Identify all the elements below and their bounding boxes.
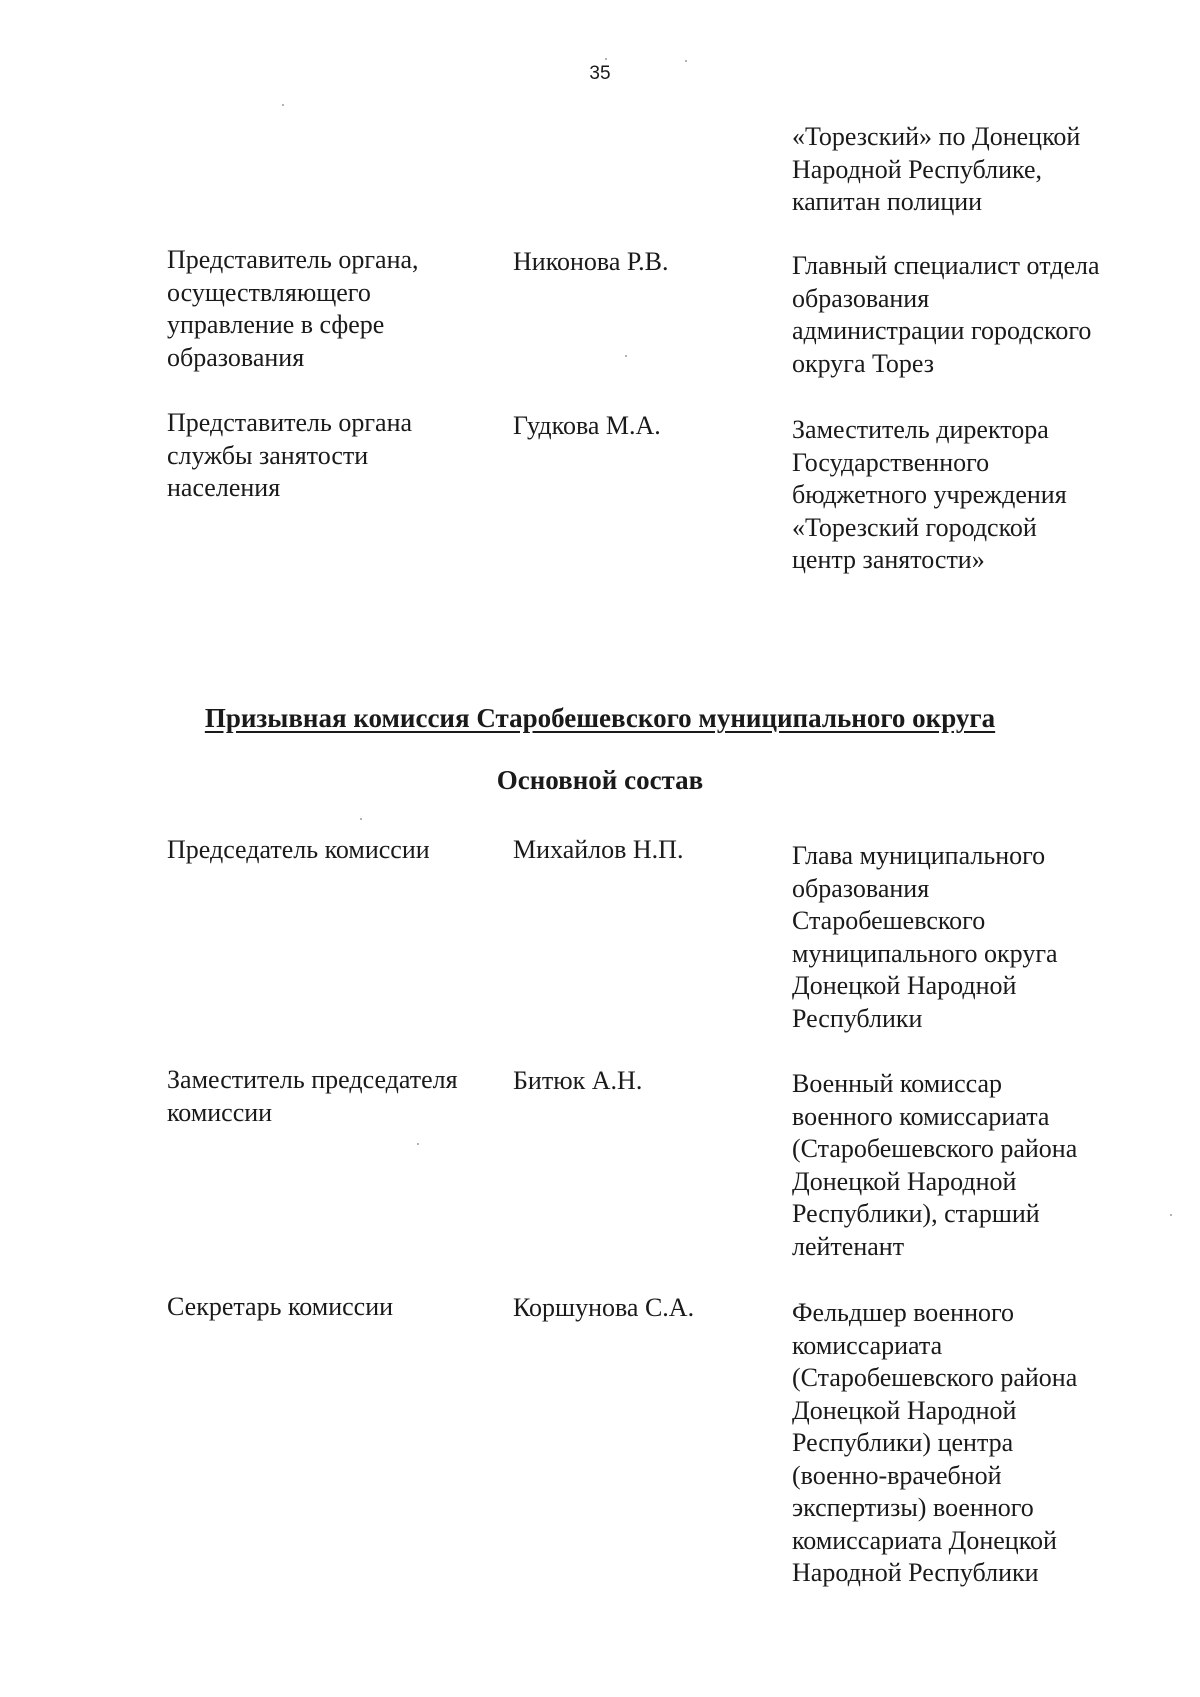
member-name	[513, 834, 683, 867]
position-line: «Торезский городской	[792, 512, 1037, 542]
role-line: службы занятости	[167, 440, 369, 470]
position-line: Заместитель директора	[792, 415, 1049, 444]
scan-speck	[360, 818, 362, 820]
continued-position	[792, 121, 1080, 219]
role-line: Представитель органа,	[167, 245, 419, 274]
position-line: образования	[792, 873, 930, 903]
name-line: Коршунова С.А.	[513, 1293, 695, 1322]
role-line: управление в сфере	[167, 310, 385, 339]
position-line: Республики	[792, 1003, 923, 1033]
member-position	[792, 414, 1067, 577]
position-line: Донецкой Народной	[792, 1395, 1017, 1425]
position-line: Народной Республики	[792, 1558, 1039, 1587]
scan-speck	[605, 58, 607, 60]
position-line: Глава муниципального	[792, 841, 1046, 870]
position-line: (военно-врачебной	[792, 1460, 1002, 1490]
position-line: образования	[792, 283, 930, 313]
position-line: «Торезский» по Донецкой	[792, 122, 1081, 151]
member-name	[513, 410, 661, 443]
member-role	[167, 834, 430, 867]
scan-speck	[685, 60, 687, 62]
role-line: образования	[167, 342, 305, 372]
name-line: Битюк А.Н.	[513, 1066, 643, 1095]
position-line: капитан полиции	[792, 187, 983, 216]
position-line: Народной Республике,	[792, 154, 1043, 184]
position-line: Донецкой Народной	[792, 971, 1017, 1000]
position-line: (Старобешевского района	[792, 1134, 1078, 1163]
position-line: бюджетного учреждения	[792, 480, 1067, 509]
position-line: Республики), старший	[792, 1199, 1040, 1228]
member-position	[792, 250, 1100, 380]
position-line: Главный специалист отдела	[792, 251, 1100, 280]
position-line: лейтенант	[792, 1231, 905, 1261]
position-line: Старобешевского	[792, 906, 986, 935]
commission-title: Призывная комиссия Старобешевского муниципального округа	[204, 703, 996, 733]
scan-speck	[417, 1143, 419, 1145]
role-line: населения	[167, 473, 281, 502]
position-line: Донецкой Народной	[792, 1166, 1017, 1196]
member-role	[167, 244, 419, 374]
member-position	[792, 1068, 1077, 1263]
position-line: Фельдшер военного	[792, 1298, 1015, 1327]
position-line: администрации городского	[792, 316, 1092, 345]
section-title: Основной состав	[496, 765, 704, 795]
member-position	[792, 840, 1058, 1035]
position-line: (Старобешевского района	[792, 1363, 1078, 1392]
scan-speck	[625, 355, 627, 357]
position-line: экспертизы) военного	[792, 1493, 1034, 1522]
name-line: Михайлов Н.П.	[513, 835, 684, 864]
name-line: Никонова Р.В.	[513, 247, 669, 276]
member-name	[513, 1065, 642, 1098]
name-line: Гудкова М.А.	[513, 411, 661, 440]
role-line: Представитель органа	[167, 408, 413, 437]
role-line: Заместитель председателя	[167, 1065, 458, 1094]
member-position	[792, 1297, 1077, 1590]
role-line: Секретарь комиссии	[167, 1292, 394, 1321]
position-line: центр занятости»	[792, 545, 985, 574]
position-line: комиссариата Донецкой	[792, 1525, 1057, 1555]
scan-speck	[282, 104, 284, 106]
member-role	[167, 1291, 393, 1324]
member-name	[513, 246, 668, 279]
position-line: военного комиссариата	[792, 1101, 1050, 1131]
member-role	[167, 407, 412, 505]
page-number: 35	[589, 63, 611, 84]
role-line: комиссии	[167, 1097, 273, 1127]
position-line: Государственного	[792, 447, 990, 477]
position-line: округа Торез	[792, 348, 935, 378]
position-line: муниципального округа	[792, 938, 1058, 968]
role-line: осуществляющего	[167, 277, 371, 307]
scan-speck	[1170, 1214, 1172, 1216]
member-name	[513, 1292, 694, 1325]
position-line: комиссариата	[792, 1330, 943, 1360]
role-line: Председатель комиссии	[167, 835, 430, 864]
position-line: Военный комиссар	[792, 1069, 1003, 1098]
position-line: Республики) центра	[792, 1428, 1014, 1457]
member-role	[167, 1064, 458, 1129]
